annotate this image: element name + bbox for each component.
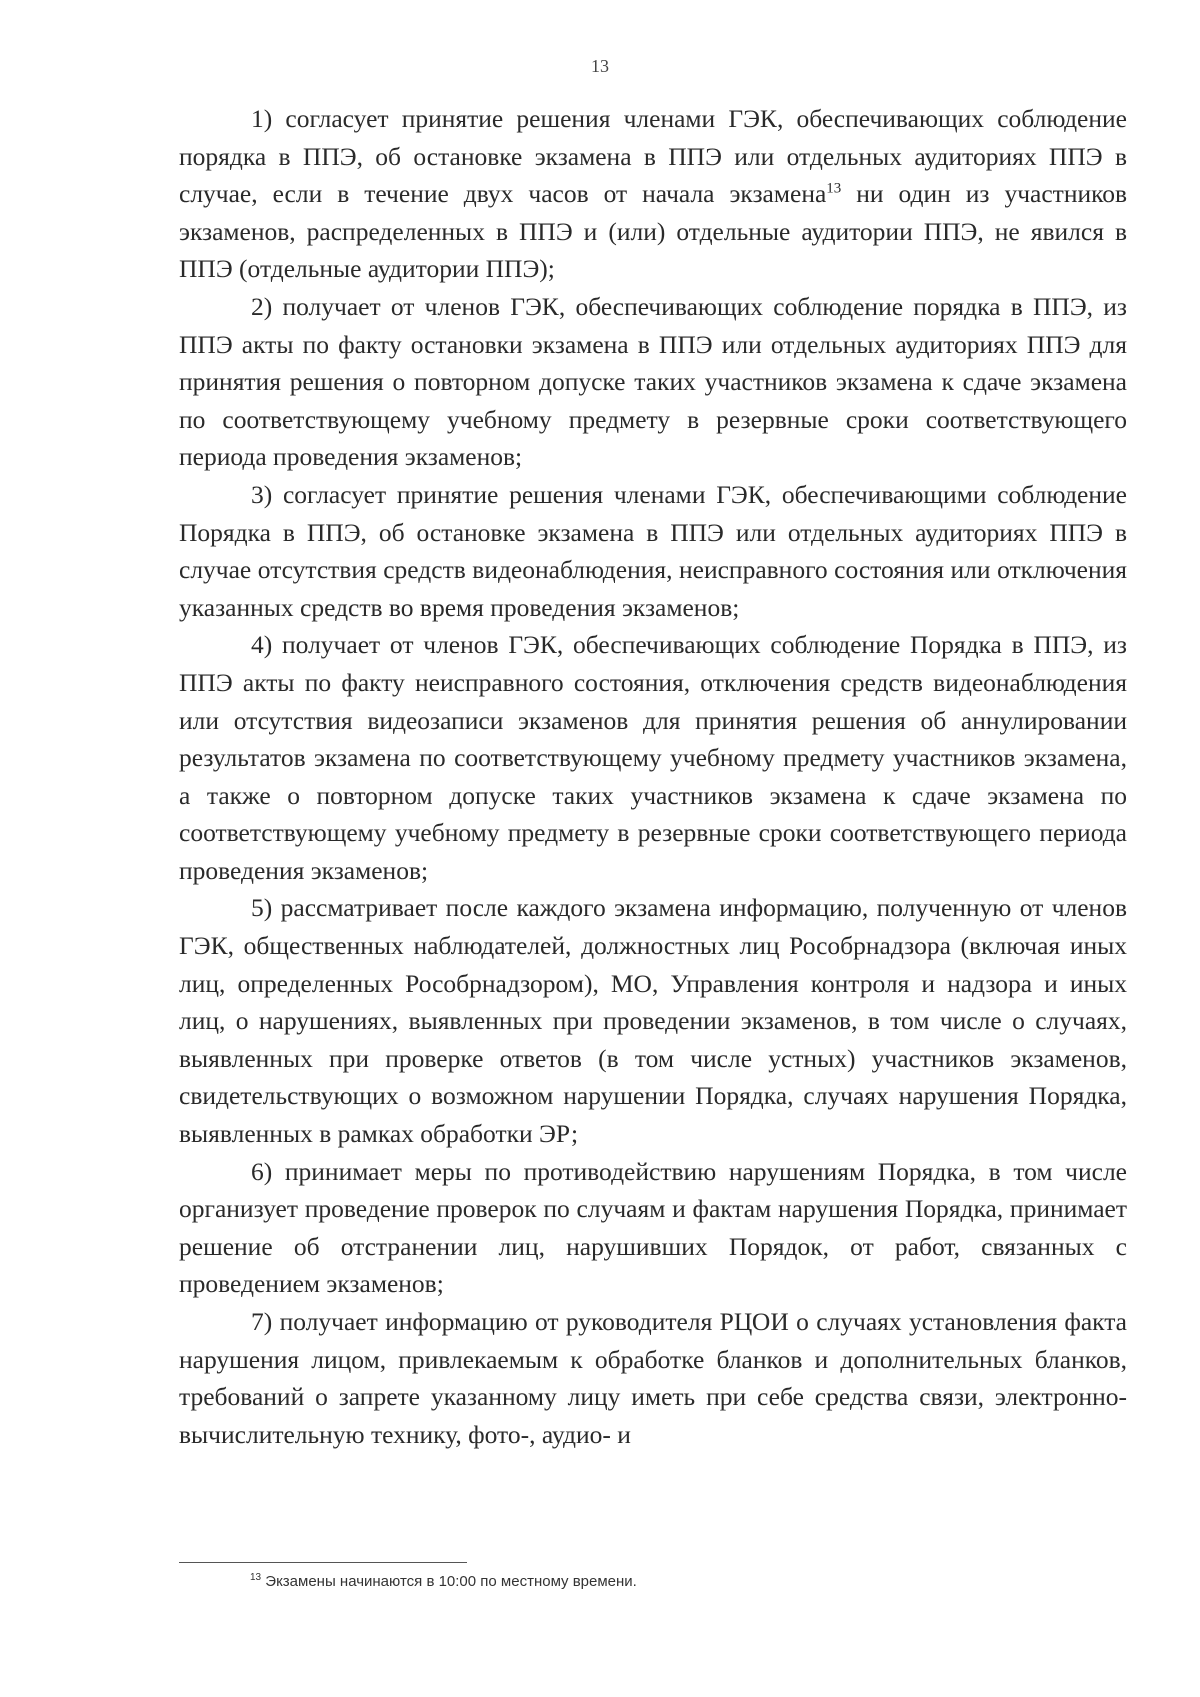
paragraph-2: 2) получает от членов ГЭК, обеспечивающих соблюдение порядка в ППЭ, из ППЭ акты по факту остановки экзамена в ППЭ или отдельных аудиториях ППЭ для принятия решения о повторном допуске таких участников экзамена к сдаче экзамена по соответствующему учебному предмету в резервные сроки соответствующего периода проведения экзаменов; <box>179 291 1127 472</box>
paragraph-7: 7) получает информацию от руководителя РЦОИ о случаях установления факта нарушения лицом, привлекаемым к обработке бланков и дополнительных бланков, требований о запрете указанному лицу иметь при себе средства связи, электронно-вычислительную технику, фото-, аудио- и <box>179 1307 1127 1449</box>
paragraph-3: 3) согласует принятие решения членами ГЭК, обеспечивающими соблюдение Порядка в ППЭ, об остановке экзамена в ППЭ или отдельных аудиториях ППЭ в случае отсутствия средств видеонаблюдения, неисправного состояния или отключения указанных средств во время проведения экзаменов; <box>179 479 1127 622</box>
footnote-reference: 13 <box>826 180 842 197</box>
body-text <box>179 100 1127 1453</box>
footnote-text: Экзамены начинаются в 10:00 по местному времени. <box>261 1573 637 1590</box>
footnote <box>250 1572 637 1590</box>
paragraph-4: 4) получает от членов ГЭК, обеспечивающих соблюдение Порядка в ППЭ, из ППЭ акты по факту неисправного состояния, отключения средств видеонаблюдения или отсутствия видеозаписи экзаменов для принятия решения об аннулировании результатов экзамена по соответствующему учебному предмету участников экзамена, а также о повторном допуске таких участников экзамена к сдаче экзамена по соответствующему учебному предмету в резервные сроки соответствующего периода проведения экзаменов; <box>179 630 1127 885</box>
footnote-separator <box>179 1562 467 1563</box>
paragraph-1-text-end: ни один из участников экзаменов, распределенных в ППЭ и (или) отдельные аудитории ППЭ, не явился в ППЭ (отдельные аудитории ППЭ); <box>179 179 1127 284</box>
page-number: 13 <box>591 56 609 76</box>
paragraph-1-text-start: 1) согласует принятие решения членами ГЭК, обеспечивающих соблюдение порядка в ППЭ, об остановке экзамена в ППЭ или отдельных аудиториях ППЭ в случае, если в течение двух часов от начала экзамена <box>179 104 1127 209</box>
footnote-marker: 13 <box>250 1572 262 1583</box>
paragraph-5: 5) рассматривает после каждого экзамена информацию, полученную от членов ГЭК, общественных наблюдателей, должностных лиц Рособрнадзора (включая иных лиц, определенных Рособрнадзором), МО, Управления контроля и надзора и иных лиц, о нарушениях, выявленных при проведении экзаменов, в том числе о случаях, выявленных при проверке ответов (в том числе устных) участников экзаменов, свидетельствующих о возможном нарушении Порядка, случаях нарушения Порядка, выявленных в рамках обработки ЭР; <box>179 893 1127 1149</box>
paragraph-1 <box>179 100 1127 288</box>
paragraph-6: 6) принимает меры по противодействию нарушениям Порядка, в том числе организует проведение проверок по случаям и фактам нарушения Порядка, принимает решение об отстранении лиц, нарушивших Порядок, от работ, связанных с проведением экзаменов; <box>179 1156 1127 1299</box>
